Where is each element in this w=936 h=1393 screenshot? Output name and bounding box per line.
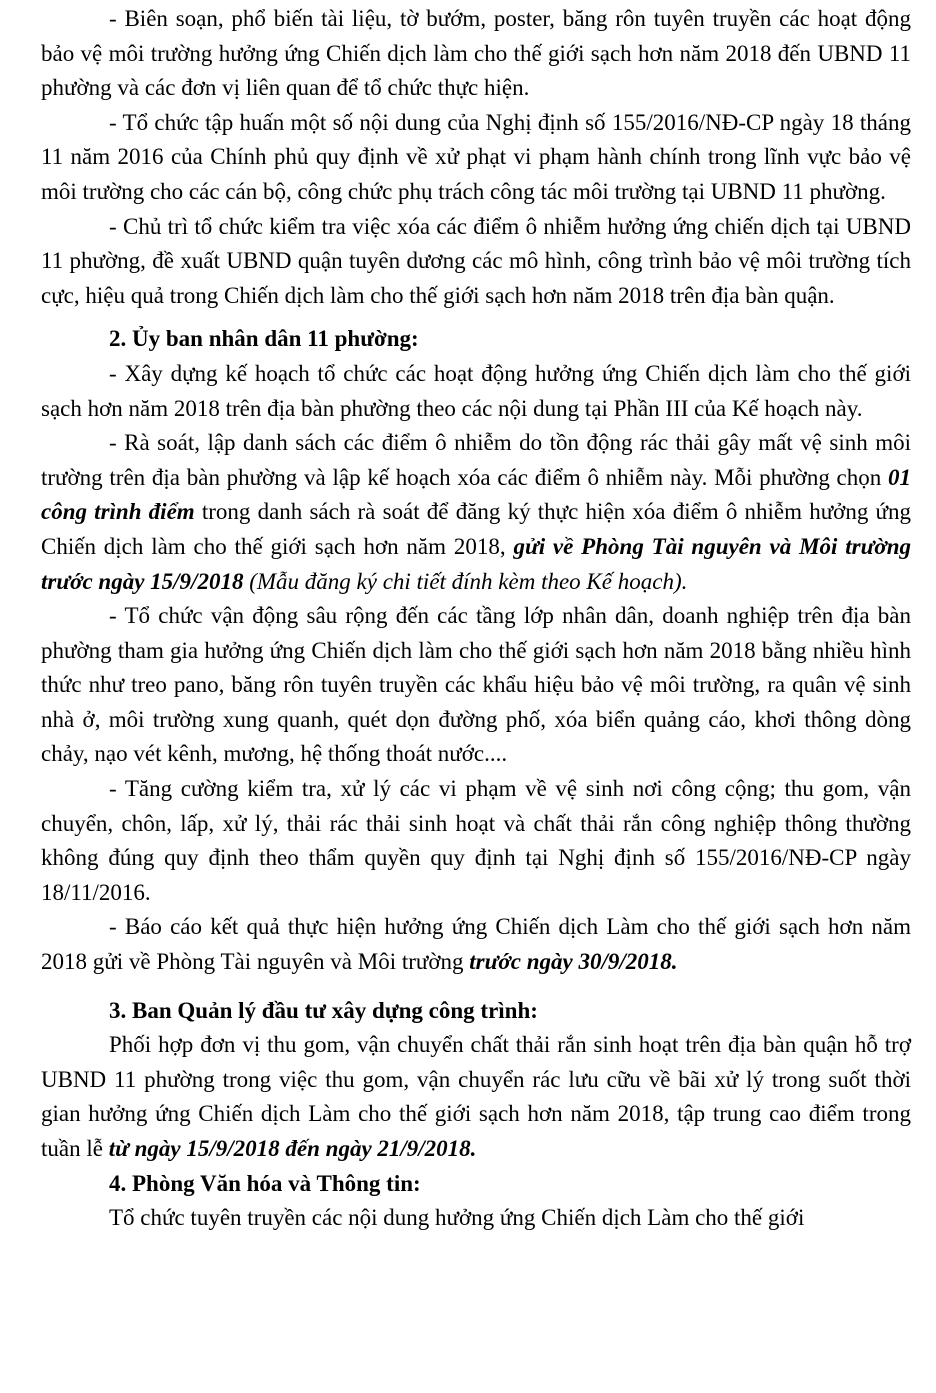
text-run: - Tăng cường kiểm tra, xử lý các vi phạm về vệ sinh nơi công cộng; thu gom, vận chuyển, chôn, lấp, xử lý, thải rác thải sinh hoạt và chất thải rắn công nghiệp thông thường không đúng quy định theo thẩm quyền quy định tại Nghị định số 155/2016/NĐ-CP ngày 18/11/2016. [41,776,911,905]
text-run: - Rà soát, lập danh sách các điểm ô nhiễm do tồn động rác thải gây mất vệ sinh môi trường trên địa bàn phường và lập kế hoạch xóa các điểm ô nhiễm này. Mỗi phường chọn [41,430,911,490]
document-page [41,2,911,1236]
paragraph-p8 [41,910,911,979]
text-run: - Tổ chức vận động sâu rộng đến các tầng lớp nhân dân, doanh nghiệp trên địa bàn phường tham gia hưởng ứng Chiến dịch làm cho thế giới sạch hơn năm 2018 bằng nhiều hình thức như treo pano, băng rôn tuyên truyền các khẩu hiệu bảo vệ môi trường, ra quân vệ sinh nhà ở, môi trường xung quanh, quét dọn đường phố, xóa biển quảng cáo, khơi thông dòng chảy, nạo vét kênh, mương, hệ thống thoát nước.... [41,603,911,767]
paragraph-p5 [41,426,911,599]
paragraph-p10 [41,1201,911,1236]
text-run: - Báo cáo kết quả thực hiện hưởng ứng Chiến dịch Làm cho thế giới sạch hơn năm 2018 gửi về Phòng Tài nguyên và Môi trường [41,914,911,975]
paragraph-p7 [41,772,911,910]
section-heading-2 [41,322,911,357]
paragraph-p6 [41,599,911,772]
text-run: - Xây dựng kế hoạch tổ chức các hoạt động hưởng ứng Chiến dịch làm cho thế giới sạch hơn năm 2018 trên địa bàn phường theo các nội dung tại Phần III của Kế hoạch này. [41,360,911,421]
text-run: - Chủ trì tổ chức kiểm tra việc xóa các điểm ô nhiễm hưởng ứng chiến dịch tại UBND 11 phường, đề xuất UBND quận tuyên dương các mô hình, công trình bảo vệ môi trường tích cực, hiệu quả trong Chiến dịch làm cho thế giới sạch hơn năm 2018 trên địa bàn quận. [41,213,911,308]
emphasis-run: trước ngày 30/9/2018. [469,949,678,975]
paragraph-p9 [41,1028,911,1166]
section-heading-4 [41,1167,911,1202]
text-run: trong danh sách rà soát để đăng ký thực hiện xóa điểm ô nhiễm hưởng ứng Chiến dịch làm cho thế giới sạch hơn năm 2018, [41,499,911,559]
emphasis-run: gửi về Phòng Tài nguyên và Môi trường trước ngày 15/9/2018 [41,533,911,594]
section-heading-3 [41,994,911,1029]
paragraph-p1 [41,2,911,106]
heading-text: 4. Phòng Văn hóa và Thông tin: [109,1170,421,1196]
paragraph-p4 [41,357,911,426]
paragraph-p3 [41,210,911,314]
text-run: - Tổ chức tập huấn một số nội dung của Nghị định số 155/2016/NĐ-CP ngày 18 tháng 11 năm 2016 của Chính phủ quy định về xử phạt vi phạm hành chính trong lĩnh vực bảo vệ môi trường cho các cán bộ, công chức phụ trách công tác môi trường tại UBND 11 phường. [41,109,911,204]
italic-run: (Mẫu đăng ký chi tiết đính kèm theo Kế hoạch). [243,568,688,594]
emphasis-run: từ ngày 15/9/2018 đến ngày 21/9/2018. [108,1136,477,1161]
text-run: Tổ chức tuyên truyền các nội dung hưởng ứng Chiến dịch Làm cho thế giới [109,1205,805,1231]
heading-text: 2. Ủy ban nhân dân 11 phường: [109,326,419,352]
text-run: - Biên soạn, phổ biến tài liệu, tờ bướm, poster, băng rôn tuyên truyền các hoạt động bảo vệ môi trường hưởng ứng Chiến dịch làm cho thế giới sạch hơn năm 2018 đến UBND 11 phường và các đơn vị liên quan để tổ chức thực hiện. [41,6,911,101]
paragraph-p2 [41,106,911,210]
emphasis-run: 01 công trình điểm [41,464,911,525]
heading-text: 3. Ban Quản lý đầu tư xây dựng công trình: [109,997,538,1023]
text-run: Phối hợp đơn vị thu gom, vận chuyển chất thải rắn sinh hoạt trên địa bàn quận hỗ trợ UBND 11 phường trong việc thu gom, vận chuyển rác lưu cữu về bãi xử lý trong suốt thời gian hưởng ứng Chiến dịch Làm cho thế giới sạch hơn năm 2018, tập trung cao điểm trong tuần lễ [41,1032,911,1161]
